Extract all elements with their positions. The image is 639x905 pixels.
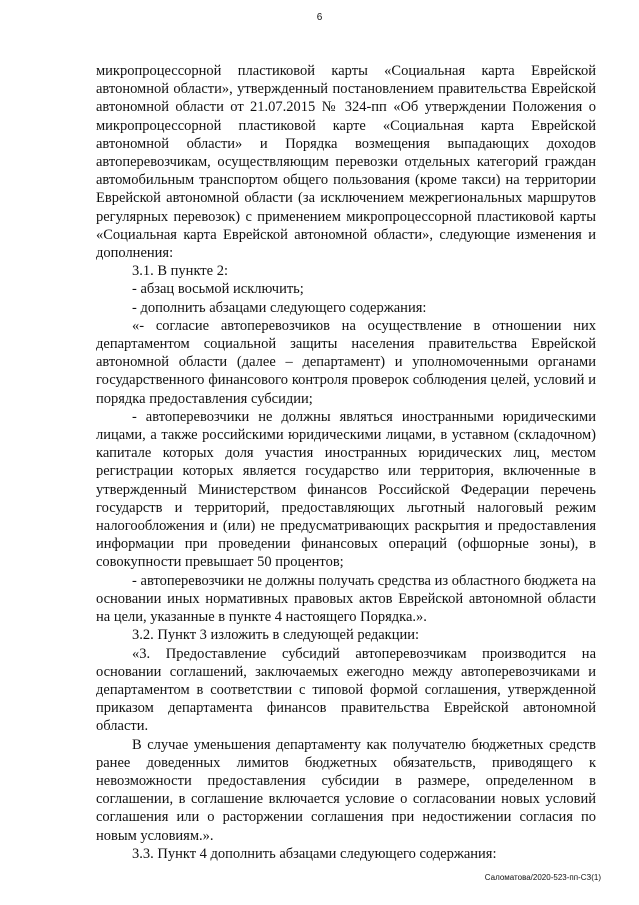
paragraph: микропроцессорной пластиковой карты «Социальная карта Еврейской автономной области», утвержденный постановлением правительства Еврейской автономной области от 21.07.2015 № 324-пп «Об утверждении Положения о микропроцессорной пластиковой карте «Социальная карта Еврейской автономной области» и Порядка возмещения выпадающих доходов автоперевозчикам, осуществляющим перевозки отдельных категорий граждан автомобильным транспортом общего пользования (кроме такси) на территории Еврейской автономной области (за исключением межрегиональных маршрутов регулярных перевозок) с применением микропроцессорной пластиковой карты «Социальная карта Еврейской автономной области», следующие изменения и дополнения: [96, 63, 596, 262]
paragraph: - автоперевозчики не должны являться иностранными юридическими лицами, а также российскими юридическими лицами, в уставном (складочном) капитале которых доля участия иностранных юридических лиц, местом регистрации которых является государство или территория, включенные в утвержденный Министерством финансов Российской Федерации перечень государств и территорий, предоставляющих льготный налоговый режим налогообложения и (или) не предусматривающих раскрытия и предоставления информации при проведении финансовых операций (офшорные зоны), в совокупности превышает 50 процентов; [96, 408, 596, 571]
paragraph: «3. Предоставление субсидий автоперевозчикам производится на основании соглашений, заключаемых ежегодно между автоперевозчиками и департаментом в соответствии с типовой формой соглашения, утвержденной приказом департамента финансов правительства Еврейской автономной области. [96, 645, 596, 735]
document-code: Саломатова/2020-523-пп-СЗ(1) [484, 873, 601, 882]
paragraph: - абзац восьмой исключить; [132, 281, 304, 298]
document-body [96, 62, 596, 863]
paragraph: - дополнить абзацами следующего содержания: [132, 299, 427, 316]
paragraph: 3.2. Пункт 3 изложить в следующей редакции: [132, 627, 420, 644]
page-number: 6 [316, 12, 323, 23]
paragraph: В случае уменьшения департаменту как получателю бюджетных средств ранее доведенных лимитов бюджетных обязательств, приводящего к невозможности предоставления субсидии в размере, определенном в соглашении, в соглашение включается условие о согласовании новых условий соглашения или о расторжении соглашения при недостижении согласия по новым условиям.». [96, 736, 596, 844]
paragraph: 3.1. В пункте 2: [132, 263, 228, 280]
paragraph: «- согласие автоперевозчиков на осуществление в отношении них департаментом социальной защиты населения правительства Еврейской автономной области (далее – департамент) и уполномоченными органами государственного финансового контроля проверок соблюдения целей, условий и порядка предоставления субсидии; [96, 317, 596, 407]
paragraph: 3.3. Пункт 4 дополнить абзацами следующего содержания: [132, 845, 497, 862]
paragraph: - автоперевозчики не должны получать средства из областного бюджета на основании иных нормативных правовых актов Еврейской автономной области на цели, указанные в пункте 4 настоящего Порядка.». [96, 572, 596, 626]
